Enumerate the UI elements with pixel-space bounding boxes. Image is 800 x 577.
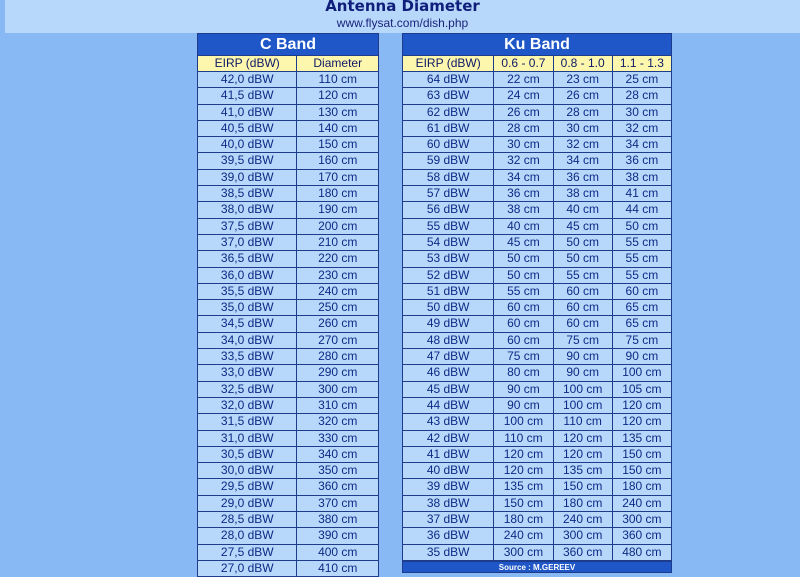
ku-band-cell: 135 cm	[494, 479, 553, 495]
ku-band-row	[403, 544, 672, 560]
ku-band-row	[403, 104, 672, 120]
c-band-cell: 270 cm	[297, 332, 379, 348]
ku-band-cell: 30 cm	[612, 104, 671, 120]
ku-band-row	[403, 528, 672, 544]
c-band-row	[198, 300, 379, 316]
c-band-row	[198, 560, 379, 576]
c-band-row	[198, 316, 379, 332]
ku-band-cell: 60 cm	[612, 283, 671, 299]
c-band-row	[198, 463, 379, 479]
ku-band-cell: 150 cm	[612, 446, 671, 462]
ku-band-row	[403, 218, 672, 234]
c-band-cell: 200 cm	[297, 218, 379, 234]
c-band-row	[198, 495, 379, 511]
c-band-row	[198, 104, 379, 120]
ku-band-row	[403, 88, 672, 104]
ku-band-cell: 42 dBW	[403, 430, 494, 446]
c-band-row	[198, 153, 379, 169]
ku-band-cell: 100 cm	[494, 414, 553, 430]
c-band-cell: 390 cm	[297, 528, 379, 544]
ku-band-cell: 45 cm	[553, 218, 612, 234]
ku-band-row	[403, 495, 672, 511]
ku-band-cell: 44 dBW	[403, 397, 494, 413]
c-band-cell: 34,0 dBW	[198, 332, 297, 348]
c-band-cell: 300 cm	[297, 381, 379, 397]
c-band-cell: 240 cm	[297, 283, 379, 299]
c-band-row	[198, 332, 379, 348]
ku-band-cell: 38 cm	[553, 186, 612, 202]
c-band-row	[198, 349, 379, 365]
c-band-cell: 37,5 dBW	[198, 218, 297, 234]
c-band-cell: 36,5 dBW	[198, 251, 297, 267]
ku-band-cell: 80 cm	[494, 365, 553, 381]
c-band-cell: 40,5 dBW	[198, 120, 297, 136]
c-band-cell: 36,0 dBW	[198, 267, 297, 283]
ku-band-cell: 360 cm	[612, 528, 671, 544]
ku-band-cell: 55 dBW	[403, 218, 494, 234]
ku-band-cell: 40 dBW	[403, 463, 494, 479]
ku-band-cell: 30 cm	[494, 137, 553, 153]
ku-band-cell: 41 dBW	[403, 446, 494, 462]
ku-band-cell: 40 cm	[494, 218, 553, 234]
ku-band-cell: 34 cm	[612, 137, 671, 153]
ku-band-cell: 49 dBW	[403, 316, 494, 332]
ku-band-cell: 135 cm	[612, 430, 671, 446]
ku-band-cell: 90 cm	[494, 381, 553, 397]
ku-band-cell: 110 cm	[553, 414, 612, 430]
ku-band-cell: 38 dBW	[403, 495, 494, 511]
c-band-cell: 360 cm	[297, 479, 379, 495]
ku-band-cell: 55 cm	[612, 267, 671, 283]
ku-band-col-eirp: EIRP (dBW)	[403, 56, 494, 72]
ku-band-cell: 120 cm	[494, 446, 553, 462]
c-band-cell: 30,0 dBW	[198, 463, 297, 479]
ku-band-cell: 28 cm	[612, 88, 671, 104]
ku-band-cell: 240 cm	[553, 512, 612, 528]
c-band-cell: 39,5 dBW	[198, 153, 297, 169]
ku-band-row	[403, 186, 672, 202]
ku-band-cell: 240 cm	[612, 495, 671, 511]
ku-band-row	[403, 430, 672, 446]
ku-band-cell: 120 cm	[553, 446, 612, 462]
c-band-cell: 120 cm	[297, 88, 379, 104]
ku-band-row	[403, 267, 672, 283]
ku-band-cell: 58 dBW	[403, 169, 494, 185]
c-band-col-eirp: EIRP (dBW)	[198, 56, 297, 72]
ku-band-cell: 300 cm	[553, 528, 612, 544]
ku-band-cell: 90 cm	[553, 349, 612, 365]
ku-band-cell: 100 cm	[553, 381, 612, 397]
ku-band-row	[403, 202, 672, 218]
ku-band-cell: 45 cm	[494, 234, 553, 250]
ku-band-row	[403, 120, 672, 136]
ku-band-cell: 150 cm	[494, 495, 553, 511]
c-band-cell: 290 cm	[297, 365, 379, 381]
c-band-cell: 34,5 dBW	[198, 316, 297, 332]
c-band-cell: 27,5 dBW	[198, 544, 297, 560]
c-band-cell: 31,5 dBW	[198, 414, 297, 430]
ku-band-cell: 60 cm	[553, 316, 612, 332]
ku-band-cell: 51 dBW	[403, 283, 494, 299]
c-band-row	[198, 544, 379, 560]
ku-band-row	[403, 137, 672, 153]
c-band-cell: 160 cm	[297, 153, 379, 169]
c-band-cell: 41,5 dBW	[198, 88, 297, 104]
ku-band-cell: 55 cm	[612, 251, 671, 267]
c-band-cell: 29,0 dBW	[198, 495, 297, 511]
c-band-cell: 41,0 dBW	[198, 104, 297, 120]
ku-band-cell: 55 cm	[494, 283, 553, 299]
ku-band-cell: 60 cm	[494, 316, 553, 332]
ku-band-cell: 360 cm	[553, 544, 612, 560]
c-band-row	[198, 120, 379, 136]
ku-band-cell: 300 cm	[494, 544, 553, 560]
c-band-cell: 340 cm	[297, 446, 379, 462]
c-band-cell: 38,0 dBW	[198, 202, 297, 218]
c-band-cell: 330 cm	[297, 430, 379, 446]
ku-band-row	[403, 153, 672, 169]
ku-band-row	[403, 332, 672, 348]
ku-band-row	[403, 349, 672, 365]
ku-band-col-range-3: 1.1 - 1.3	[612, 56, 671, 72]
ku-band-cell: 180 cm	[553, 495, 612, 511]
ku-band-cell: 180 cm	[612, 479, 671, 495]
ku-band-col-range-2: 0.8 - 1.0	[553, 56, 612, 72]
c-band-cell: 310 cm	[297, 397, 379, 413]
ku-band-cell: 61 dBW	[403, 120, 494, 136]
ku-band-cell: 23 cm	[553, 72, 612, 88]
ku-band-cell: 75 cm	[494, 349, 553, 365]
c-band-row	[198, 528, 379, 544]
ku-band-cell: 52 dBW	[403, 267, 494, 283]
c-band-cell: 28,5 dBW	[198, 512, 297, 528]
ku-band-cell: 240 cm	[494, 528, 553, 544]
ku-band-cell: 75 cm	[612, 332, 671, 348]
c-band-cell: 35,0 dBW	[198, 300, 297, 316]
c-band-cell: 110 cm	[297, 72, 379, 88]
ku-band-row	[403, 397, 672, 413]
ku-band-row	[403, 283, 672, 299]
ku-band-cell: 22 cm	[494, 72, 553, 88]
c-band-cell: 350 cm	[297, 463, 379, 479]
ku-band-cell: 35 dBW	[403, 544, 494, 560]
c-band-cell: 210 cm	[297, 234, 379, 250]
c-band-cell: 190 cm	[297, 202, 379, 218]
ku-band-title: Ku Band	[403, 34, 672, 56]
ku-band-cell: 45 dBW	[403, 381, 494, 397]
c-band-cell: 230 cm	[297, 267, 379, 283]
ku-band-cell: 65 cm	[612, 300, 671, 316]
ku-band-cell: 55 cm	[553, 267, 612, 283]
ku-band-cell: 90 cm	[612, 349, 671, 365]
ku-band-cell: 30 cm	[553, 120, 612, 136]
c-band-cell: 31,0 dBW	[198, 430, 297, 446]
ku-band-cell: 300 cm	[612, 512, 671, 528]
c-band-row	[198, 186, 379, 202]
c-band-cell: 27,0 dBW	[198, 560, 297, 576]
ku-band-cell: 105 cm	[612, 381, 671, 397]
ku-band-cell: 28 cm	[494, 120, 553, 136]
ku-band-cell: 50 cm	[553, 234, 612, 250]
c-band-cell: 380 cm	[297, 512, 379, 528]
ku-band-cell: 90 cm	[494, 397, 553, 413]
ku-band-row	[403, 479, 672, 495]
c-band-cell: 170 cm	[297, 169, 379, 185]
c-band-row	[198, 283, 379, 299]
c-band-row	[198, 430, 379, 446]
c-band-title: C Band	[198, 34, 379, 56]
c-band-cell: 32,0 dBW	[198, 397, 297, 413]
ku-band-cell: 46 dBW	[403, 365, 494, 381]
ku-band-cell: 25 cm	[612, 72, 671, 88]
c-band-row	[198, 169, 379, 185]
ku-band-col-range-1: 0.6 - 0.7	[494, 56, 553, 72]
ku-band-cell: 34 cm	[494, 169, 553, 185]
ku-band-cell: 60 dBW	[403, 137, 494, 153]
ku-band-cell: 41 cm	[612, 186, 671, 202]
ku-band-cell: 150 cm	[553, 479, 612, 495]
c-band-row	[198, 365, 379, 381]
ku-band-cell: 32 cm	[494, 153, 553, 169]
ku-band-row	[403, 251, 672, 267]
c-band-row	[198, 72, 379, 88]
c-band-row	[198, 267, 379, 283]
ku-band-cell: 26 cm	[553, 88, 612, 104]
ku-band-cell: 36 cm	[494, 186, 553, 202]
ku-band-cell: 44 cm	[612, 202, 671, 218]
ku-band-cell: 56 dBW	[403, 202, 494, 218]
page-header	[5, 0, 800, 33]
ku-band-cell: 50 cm	[612, 218, 671, 234]
c-band-cell: 30,5 dBW	[198, 446, 297, 462]
ku-band-cell: 60 cm	[494, 300, 553, 316]
c-band-table	[197, 33, 379, 577]
ku-band-cell: 50 cm	[494, 267, 553, 283]
ku-band-cell: 60 cm	[553, 283, 612, 299]
ku-band-row	[403, 512, 672, 528]
c-band-row	[198, 397, 379, 413]
c-band-cell: 410 cm	[297, 560, 379, 576]
ku-band-row	[403, 234, 672, 250]
c-band-cell: 37,0 dBW	[198, 234, 297, 250]
ku-band-cell: 120 cm	[494, 463, 553, 479]
c-band-row	[198, 251, 379, 267]
ku-band-cell: 53 dBW	[403, 251, 494, 267]
ku-band-cell: 50 cm	[553, 251, 612, 267]
ku-band-cell: 43 dBW	[403, 414, 494, 430]
c-band-cell: 33,5 dBW	[198, 349, 297, 365]
ku-band-cell: 63 dBW	[403, 88, 494, 104]
ku-band-cell: 50 cm	[494, 251, 553, 267]
ku-band-cell: 180 cm	[494, 512, 553, 528]
c-band-cell: 260 cm	[297, 316, 379, 332]
c-band-col-diameter: Diameter	[297, 56, 379, 72]
c-band-cell: 38,5 dBW	[198, 186, 297, 202]
ku-band-cell: 50 dBW	[403, 300, 494, 316]
ku-band-table	[402, 33, 672, 561]
c-band-row	[198, 381, 379, 397]
ku-band-body	[403, 72, 672, 561]
ku-band-cell: 34 cm	[553, 153, 612, 169]
ku-band-row	[403, 365, 672, 381]
ku-band-cell: 480 cm	[612, 544, 671, 560]
ku-band-cell: 75 cm	[553, 332, 612, 348]
ku-band-cell: 62 dBW	[403, 104, 494, 120]
c-band-cell: 280 cm	[297, 349, 379, 365]
ku-band-row	[403, 72, 672, 88]
ku-band-cell: 48 dBW	[403, 332, 494, 348]
ku-band-cell: 110 cm	[494, 430, 553, 446]
ku-band-cell: 135 cm	[553, 463, 612, 479]
ku-band-row	[403, 463, 672, 479]
ku-band-cell: 100 cm	[612, 365, 671, 381]
ku-band-cell: 24 cm	[494, 88, 553, 104]
ku-band-cell: 60 cm	[494, 332, 553, 348]
c-band-row	[198, 202, 379, 218]
c-band-cell: 33,0 dBW	[198, 365, 297, 381]
ku-band-cell: 57 dBW	[403, 186, 494, 202]
ku-band-cell: 36 cm	[612, 153, 671, 169]
ku-band-cell: 47 dBW	[403, 349, 494, 365]
ku-band-cell: 36 dBW	[403, 528, 494, 544]
ku-band-cell: 65 cm	[612, 316, 671, 332]
ku-band-row	[403, 316, 672, 332]
ku-band-cell: 59 dBW	[403, 153, 494, 169]
c-band-row	[198, 512, 379, 528]
ku-band-cell: 28 cm	[553, 104, 612, 120]
ku-band-cell: 150 cm	[612, 463, 671, 479]
c-band-row	[198, 88, 379, 104]
c-band-row	[198, 414, 379, 430]
ku-band-cell: 37 dBW	[403, 512, 494, 528]
ku-band-cell: 55 cm	[612, 234, 671, 250]
c-band-cell: 220 cm	[297, 251, 379, 267]
ku-band-cell: 38 cm	[494, 202, 553, 218]
c-band-cell: 320 cm	[297, 414, 379, 430]
c-band-cell: 400 cm	[297, 544, 379, 560]
ku-band-row	[403, 381, 672, 397]
c-band-row	[198, 234, 379, 250]
c-band-cell: 370 cm	[297, 495, 379, 511]
ku-band-cell: 60 cm	[553, 300, 612, 316]
ku-band-row	[403, 414, 672, 430]
c-band-cell: 250 cm	[297, 300, 379, 316]
c-band-cell: 150 cm	[297, 137, 379, 153]
source-credit: Source : M.GEREEV	[402, 561, 672, 573]
c-band-cell: 35,5 dBW	[198, 283, 297, 299]
ku-band-cell: 100 cm	[553, 397, 612, 413]
ku-band-cell: 39 dBW	[403, 479, 494, 495]
c-band-cell: 29,5 dBW	[198, 479, 297, 495]
ku-band-cell: 26 cm	[494, 104, 553, 120]
c-band-cell: 32,5 dBW	[198, 381, 297, 397]
ku-band-cell: 36 cm	[553, 169, 612, 185]
ku-band-cell: 120 cm	[553, 430, 612, 446]
c-band-cell: 42,0 dBW	[198, 72, 297, 88]
ku-band-row	[403, 300, 672, 316]
c-band-cell: 40,0 dBW	[198, 137, 297, 153]
c-band-row	[198, 446, 379, 462]
c-band-row	[198, 137, 379, 153]
c-band-body	[198, 72, 379, 577]
ku-band-cell: 120 cm	[612, 397, 671, 413]
ku-band-cell: 64 dBW	[403, 72, 494, 88]
page-url: www.flysat.com/dish.php	[336, 16, 469, 30]
c-band-cell: 39,0 dBW	[198, 169, 297, 185]
c-band-cell: 28,0 dBW	[198, 528, 297, 544]
ku-band-cell: 54 dBW	[403, 234, 494, 250]
ku-band-cell: 120 cm	[612, 414, 671, 430]
c-band-cell: 180 cm	[297, 186, 379, 202]
page-title: Antenna Diameter	[325, 0, 480, 15]
c-band-row	[198, 218, 379, 234]
c-band-row	[198, 479, 379, 495]
ku-band-cell: 38 cm	[612, 169, 671, 185]
ku-band-cell: 32 cm	[553, 137, 612, 153]
ku-band-cell: 40 cm	[553, 202, 612, 218]
c-band-cell: 140 cm	[297, 120, 379, 136]
ku-band-row	[403, 169, 672, 185]
ku-band-cell: 32 cm	[612, 120, 671, 136]
c-band-cell: 130 cm	[297, 104, 379, 120]
ku-band-row	[403, 446, 672, 462]
ku-band-cell: 90 cm	[553, 365, 612, 381]
